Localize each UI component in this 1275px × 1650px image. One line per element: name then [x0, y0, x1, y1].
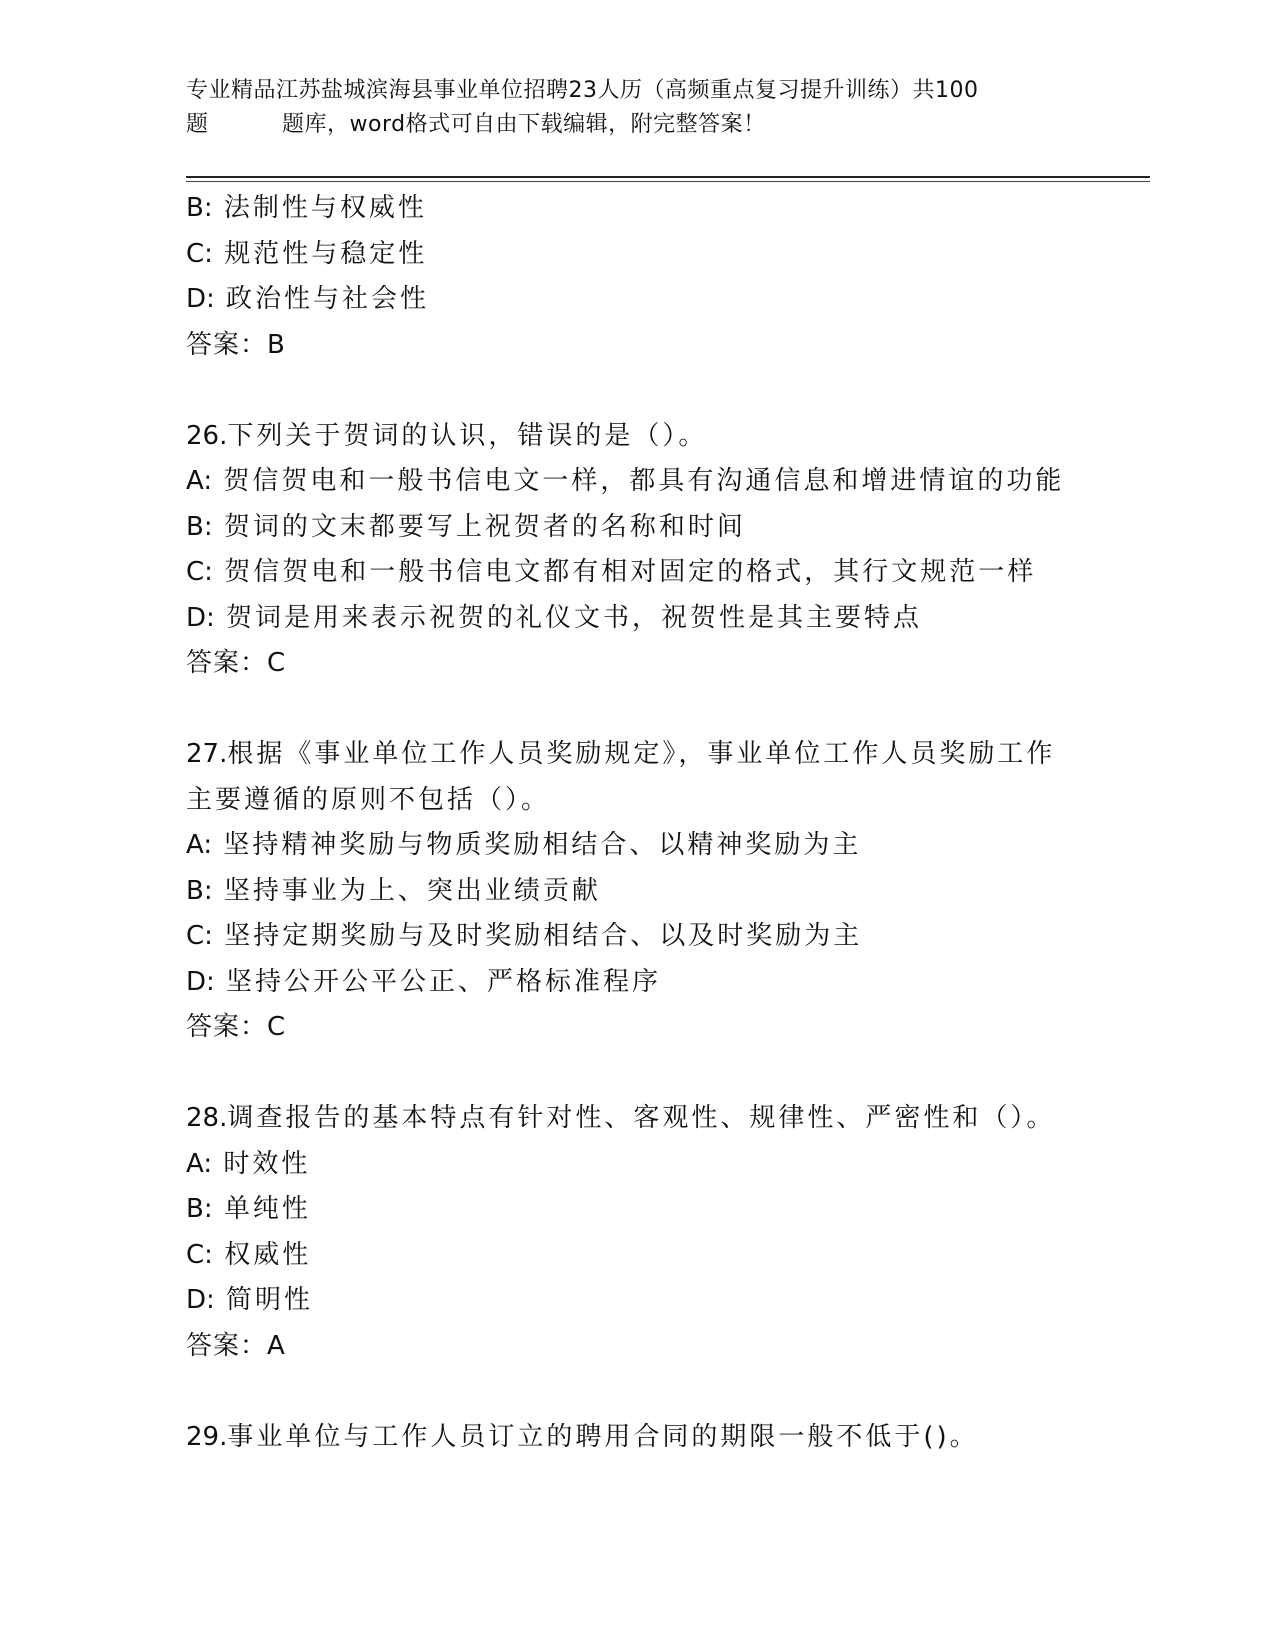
answer-line: 答案：C — [186, 648, 287, 678]
question-stem — [186, 414, 1086, 460]
question-number: 28. — [186, 1103, 228, 1133]
option-text: 时效性 — [223, 1148, 311, 1179]
option-label: C: — [186, 557, 213, 587]
option-text: 权威性 — [224, 1239, 312, 1270]
spacer — [186, 1051, 1086, 1097]
question-block — [186, 1415, 1086, 1461]
answer-line: 答案：B — [186, 329, 286, 360]
option-line — [186, 869, 1086, 915]
option-text: 贺词的文末都要写上祝贺者的名称和时间 — [223, 511, 746, 542]
option-line — [186, 550, 1086, 596]
option-line — [186, 232, 1086, 278]
question-stem-text: 调查报告的基本特点有针对性、客观性、规律性、严密性和（）。 — [227, 1103, 1056, 1133]
option-label: D: — [186, 602, 215, 633]
header-divider-thick — [186, 176, 1150, 178]
header-title-line-1: 专业精品江苏盐城滨海县事业单位招聘23人历（高频重点复习提升训练）共100 — [186, 78, 979, 103]
spacer — [186, 368, 1086, 414]
option-label: D: — [186, 284, 215, 314]
header-divider-thin — [186, 181, 1150, 182]
option-label: B: — [186, 1194, 213, 1224]
header-title-main: 题库，word格式可自由下载编辑，附完整答案！ — [282, 112, 766, 137]
option-line — [186, 914, 1086, 960]
question-block-continued — [186, 186, 1086, 368]
option-label: D: — [186, 1285, 215, 1315]
option-line — [186, 823, 1086, 869]
question-number: 27. — [186, 739, 228, 769]
question-block — [186, 1096, 1086, 1369]
option-line — [186, 1142, 1086, 1188]
option-text: 规范性与稳定性 — [224, 238, 428, 269]
document-body — [186, 186, 1086, 1460]
question-block — [186, 732, 1086, 1051]
question-number: 26. — [186, 420, 228, 451]
option-label: B: — [186, 511, 213, 542]
question-stem — [186, 1415, 1086, 1461]
option-line — [186, 459, 1086, 505]
option-line — [186, 277, 1086, 323]
spacer — [186, 687, 1086, 733]
option-label: A: — [186, 1148, 213, 1179]
option-text: 简明性 — [226, 1285, 314, 1315]
option-line — [186, 505, 1086, 551]
question-stem-continued: 主要遵循的原则不包括（）。 — [186, 784, 551, 815]
option-text: 贺词是用来表示祝贺的礼仪文书，祝贺性是其主要特点 — [226, 602, 923, 633]
question-block — [186, 414, 1086, 687]
option-line — [186, 960, 1086, 1006]
option-text: 坚持精神奖励与物质奖励相结合、以精神奖励为主 — [223, 830, 862, 860]
option-text: 坚持定期奖励与及时奖励相结合、以及时奖励为主 — [224, 921, 863, 951]
option-text: 贺信贺电和一般书信电文都有相对固定的格式，其行文规范一样 — [224, 557, 1037, 587]
option-text: 法制性与权威性 — [223, 193, 427, 223]
option-line — [186, 1278, 1086, 1324]
question-stem — [186, 1096, 1086, 1142]
answer-line: 答案：C — [186, 1012, 287, 1042]
header-title-prefix: 题 — [186, 112, 209, 137]
question-stem-text: 下列关于贺词的认识，错误的是（）。 — [227, 420, 708, 451]
header-title-line-2 — [186, 108, 1086, 142]
option-label: C: — [186, 921, 213, 951]
option-label: B: — [186, 875, 213, 906]
question-stem — [186, 732, 1086, 778]
option-label: D: — [186, 966, 215, 997]
option-line — [186, 596, 1086, 642]
option-line — [186, 1187, 1086, 1233]
document-header — [186, 74, 1086, 142]
option-text: 坚持事业为上、突出业绩贡献 — [223, 875, 601, 906]
question-stem-text: 根据《事业单位工作人员奖励规定》，事业单位工作人员奖励工作 — [227, 739, 1056, 769]
option-label: C: — [186, 238, 213, 269]
option-text: 坚持公开公平公正、严格标准程序 — [226, 966, 662, 997]
question-stem-text: 事业单位与工作人员订立的聘用合同的期限一般不低于()。 — [227, 1421, 979, 1452]
option-line — [186, 186, 1086, 232]
spacer — [186, 1369, 1086, 1415]
option-label: A: — [186, 830, 213, 860]
option-text: 政治性与社会性 — [226, 284, 430, 314]
option-label: A: — [186, 466, 213, 496]
option-label: C: — [186, 1239, 213, 1270]
question-number: 29. — [186, 1421, 228, 1452]
header-divider — [186, 176, 1150, 182]
option-label: B: — [186, 193, 213, 223]
option-text: 单纯性 — [223, 1194, 311, 1224]
option-line — [186, 1233, 1086, 1279]
answer-line: 答案：A — [186, 1330, 286, 1361]
option-text: 贺信贺电和一般书信电文一样，都具有沟通信息和增进情谊的功能 — [223, 466, 1065, 496]
